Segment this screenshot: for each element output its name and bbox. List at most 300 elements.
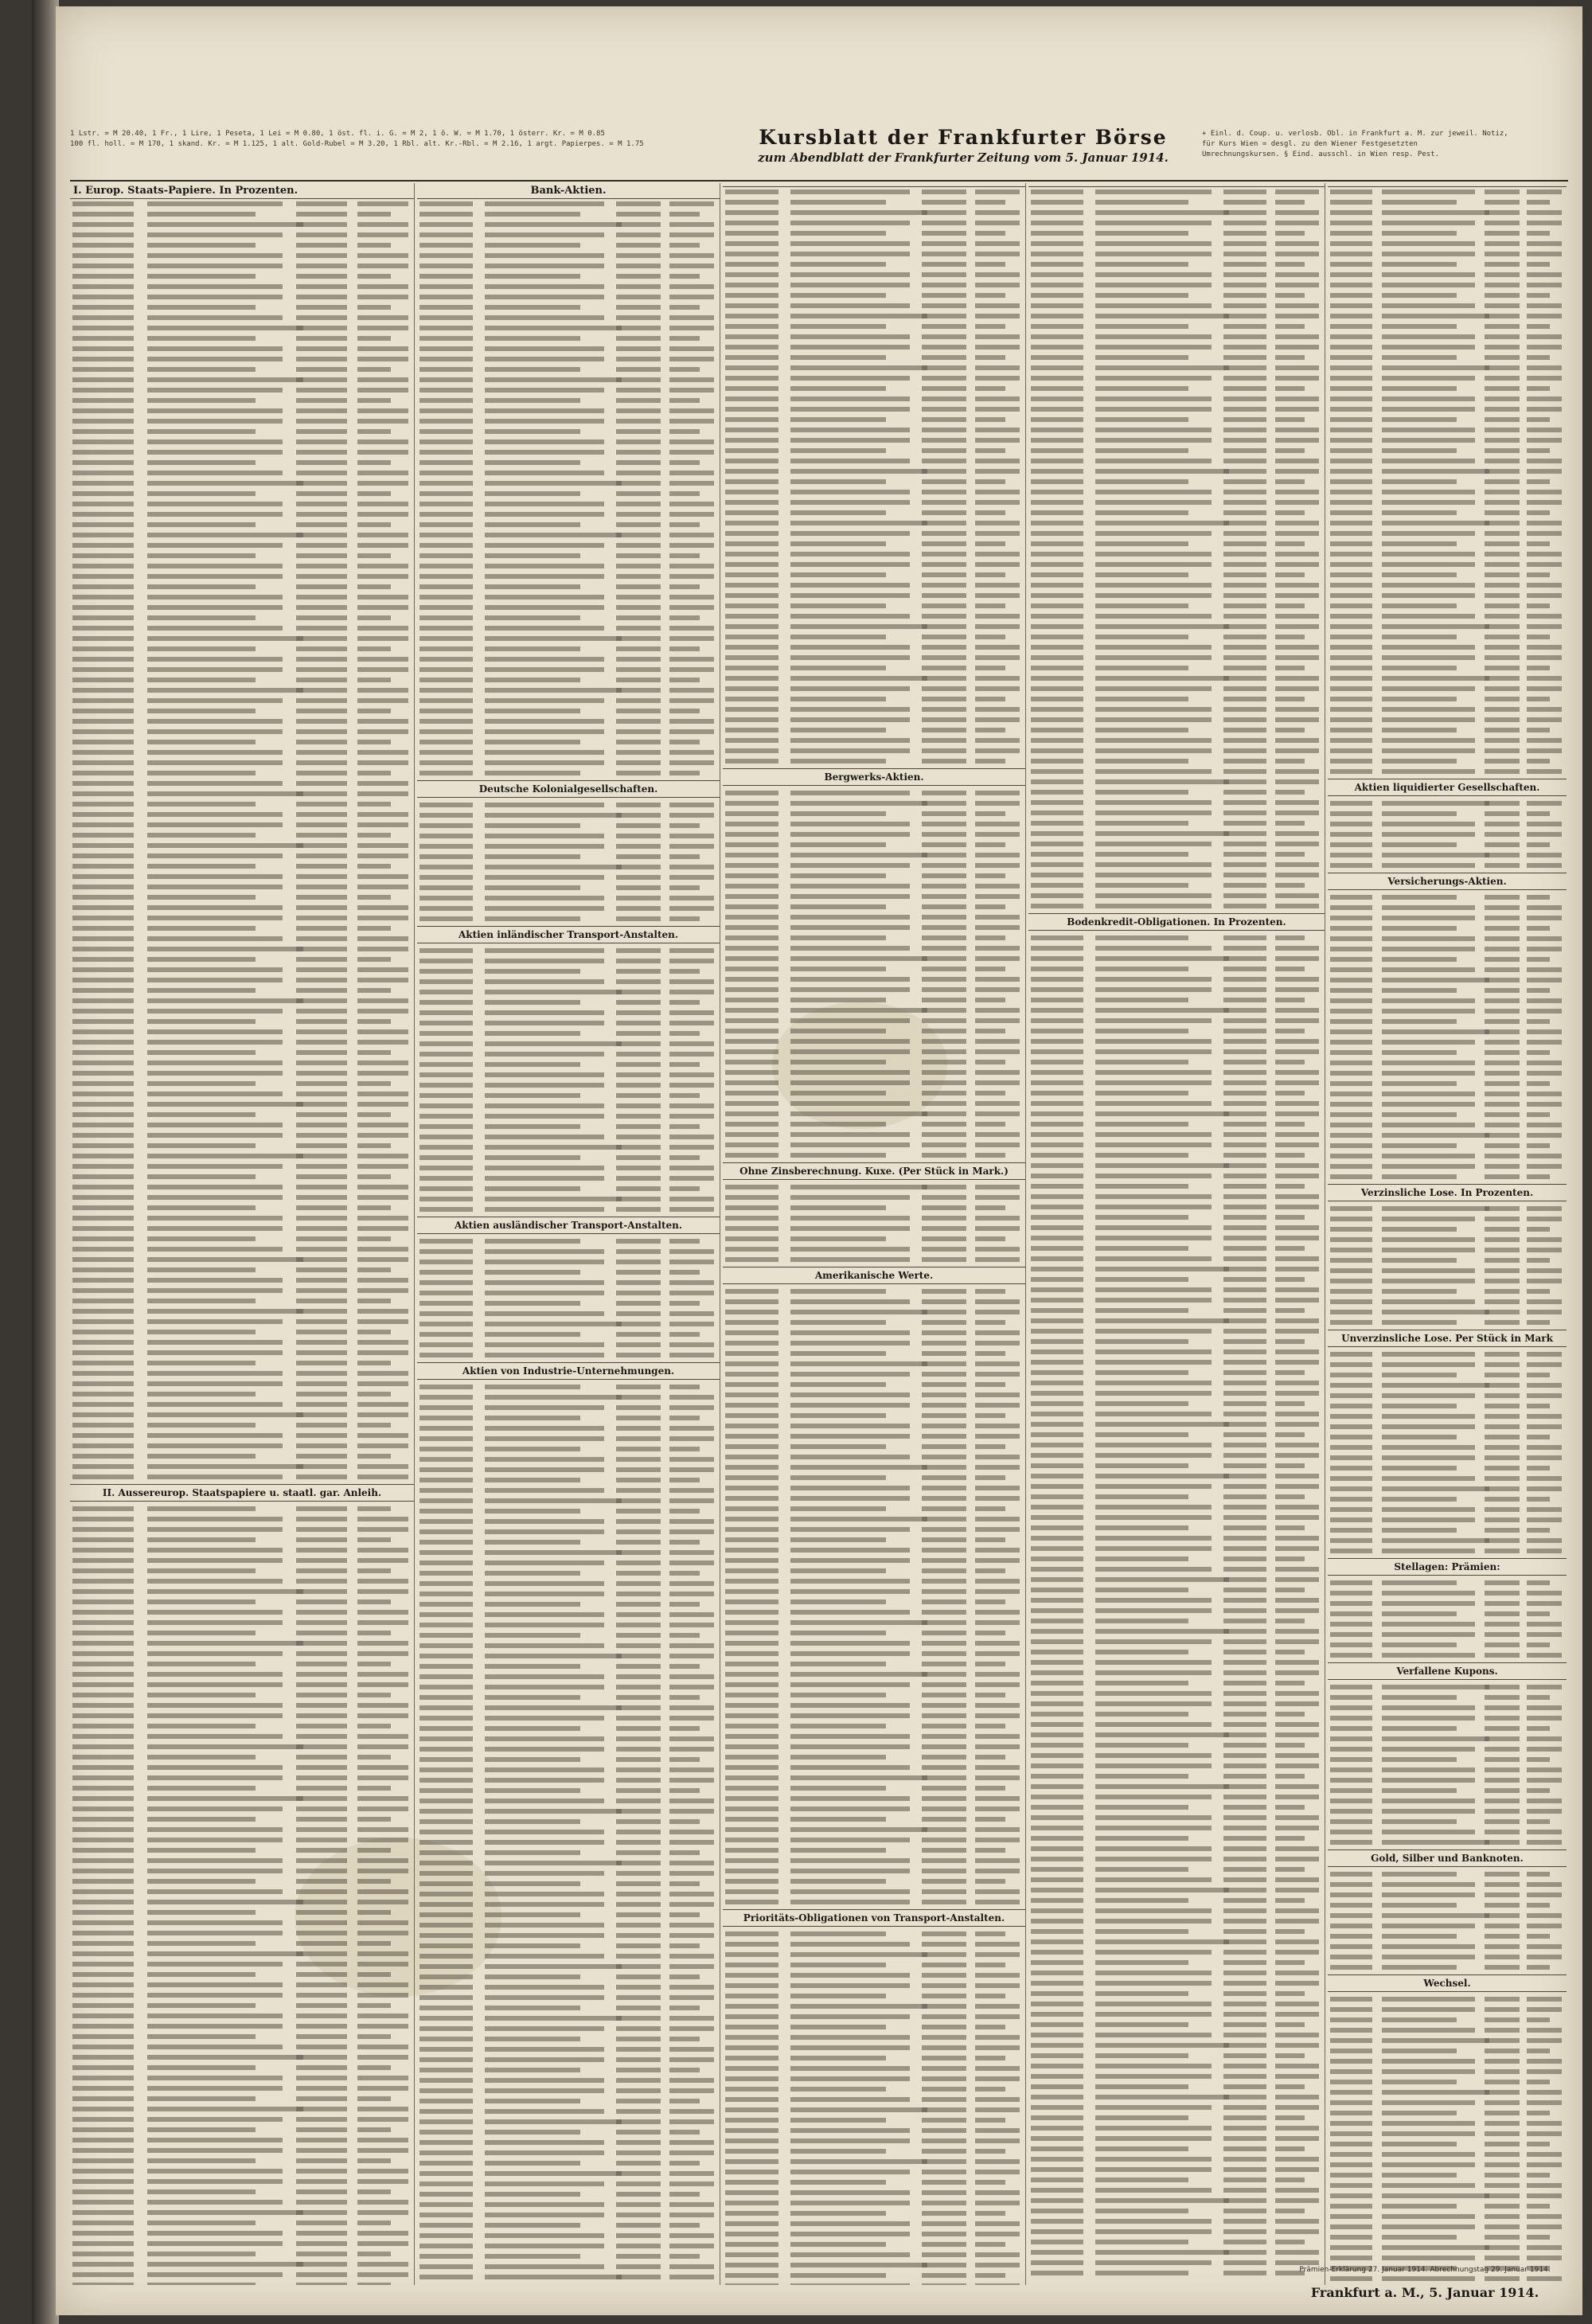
table-row: [725, 1182, 1023, 1192]
header-rule: [70, 180, 1568, 182]
table-row: [1031, 1699, 1322, 1709]
table-row: [725, 1773, 1023, 1783]
table-row: [1031, 1627, 1322, 1636]
table-row: [1330, 539, 1564, 549]
table-row: [72, 385, 412, 395]
table-row: [1330, 1287, 1564, 1296]
table-row: [419, 1132, 717, 1142]
table-row: [419, 344, 717, 353]
table-row: [725, 2198, 1023, 2208]
table-row: [725, 985, 1023, 994]
table-row: [72, 1545, 412, 1555]
table-row: [1031, 2123, 1322, 2133]
table-row: [72, 271, 412, 281]
table-row: [419, 842, 717, 851]
table-row: [1031, 715, 1322, 725]
table-row: [725, 1452, 1023, 1462]
table-row: [419, 613, 717, 623]
table-row: [72, 1431, 412, 1440]
table-row: [1330, 944, 1564, 954]
table-row: [1031, 363, 1322, 373]
table-row: [419, 1982, 717, 1992]
table-row: [419, 1889, 717, 1899]
table-row: [72, 303, 412, 312]
table-row: [72, 1825, 412, 1834]
table-row: [1031, 2268, 1322, 2278]
table-row: [1330, 1068, 1564, 1078]
table-row: [1330, 1817, 1564, 1826]
table-row: [419, 623, 717, 633]
table-row: [419, 634, 717, 643]
table-row: [72, 1379, 412, 1389]
table-row: [725, 871, 1023, 881]
table-row: [725, 1400, 1023, 1410]
table-row: [72, 665, 412, 674]
table-row: [419, 2210, 717, 2220]
table-row: [725, 291, 1023, 300]
table-row: [72, 706, 412, 716]
table-row: [419, 2024, 717, 2033]
table-row: [1031, 1978, 1322, 1988]
table-row: [72, 913, 412, 923]
table-row: [725, 1119, 1023, 1129]
table-row: [1330, 1100, 1564, 1109]
table-row: [725, 1701, 1023, 1710]
table-row: [72, 1711, 412, 1721]
table-row: [725, 560, 1023, 569]
table-row: [725, 2053, 1023, 2063]
table-row: [725, 1318, 1023, 1327]
table-row: [419, 1724, 717, 1733]
table-row: [419, 1920, 717, 1930]
table-row: [725, 2033, 1023, 2042]
table-row: [72, 1068, 412, 1078]
table-row: [419, 1496, 717, 1506]
table-row: [1031, 611, 1322, 621]
table-row: [725, 1659, 1023, 1669]
table-row: [1031, 2092, 1322, 2102]
table-row: [72, 2021, 412, 2031]
table-row: [1031, 1678, 1322, 1688]
table-row: [72, 1348, 412, 1357]
table-row: [419, 209, 717, 219]
table-row: [419, 1278, 717, 1287]
table-row: [419, 354, 717, 364]
section-heading: Ohne Zinsberechnung. Kuxe. (Per Stück in Mark.): [723, 1162, 1025, 1180]
table-row: [72, 1887, 412, 1896]
table-row: [419, 1330, 717, 1339]
table-row: [1031, 1078, 1322, 1088]
table-row: [1330, 2170, 1564, 2180]
table-row: [72, 1472, 412, 1482]
table-row: [1330, 197, 1564, 207]
table-row: [419, 437, 717, 447]
table-row: [1330, 1307, 1564, 1317]
table-row: [419, 967, 717, 976]
table-row: [72, 1980, 412, 1990]
table-row: [1330, 2274, 1564, 2283]
table-row: [419, 2220, 717, 2230]
table-row: [72, 1089, 412, 1099]
table-row: [1031, 746, 1322, 756]
table-row: [72, 1193, 412, 1202]
table-row: [72, 1607, 412, 1617]
table-row: [72, 1835, 412, 1845]
table-row: [419, 2148, 717, 2158]
table-row: [1031, 901, 1322, 911]
table-row: [725, 1877, 1023, 1886]
table-row: [725, 1525, 1023, 1534]
table-row: [725, 715, 1023, 725]
section-heading: Bergwerks-Aktien.: [723, 768, 1025, 786]
table-row: [1330, 2108, 1564, 2118]
table-row: [419, 1672, 717, 1681]
table-row: [1031, 549, 1322, 559]
table-row: [72, 924, 412, 933]
table-row: [725, 1078, 1023, 1088]
table-row: [1031, 580, 1322, 590]
table-row: [1330, 1578, 1564, 1588]
table-row: [1330, 1755, 1564, 1764]
table-row: [419, 406, 717, 416]
table-row: [1330, 1786, 1564, 1795]
table-row: [1031, 1213, 1322, 1222]
page-header: [56, 126, 1582, 182]
table-row: [725, 1514, 1023, 1524]
table-row: [1330, 715, 1564, 725]
table-row: [72, 1639, 412, 1648]
table-row: [1330, 1131, 1564, 1140]
table-row: [1031, 1233, 1322, 1243]
table-row: [419, 1350, 717, 1360]
table-row: [1330, 1151, 1564, 1161]
table-row: [1031, 2144, 1322, 2154]
table-row: [1031, 1834, 1322, 1843]
table-row: [725, 1628, 1023, 1638]
table-row: [1031, 1492, 1322, 1502]
table-row: [1031, 1016, 1322, 1025]
table-row: [1330, 830, 1564, 839]
table-row: [1330, 301, 1564, 311]
section-heading: Aktien inländischer Transport-Anstalten.: [417, 926, 720, 943]
table-row: [1031, 249, 1322, 259]
table-row: [72, 1804, 412, 1814]
table-row: [72, 1389, 412, 1399]
table-row: [725, 1057, 1023, 1067]
table-row: [1031, 1482, 1322, 1491]
table-row: [725, 1483, 1023, 1493]
table-row: [1031, 1854, 1322, 1864]
table-row: [72, 2063, 412, 2072]
table-row: [1031, 684, 1322, 693]
table-row: [1330, 2046, 1564, 2056]
table-row: [72, 2053, 412, 2062]
table-row: [1330, 2191, 1564, 2201]
table-row: [72, 2280, 412, 2285]
table-row: [72, 592, 412, 602]
table-row: [725, 799, 1023, 808]
table-row: [72, 944, 412, 954]
table-row: [72, 1151, 412, 1161]
table-row: [72, 737, 412, 747]
table-row: [1330, 1381, 1564, 1390]
table-row: [72, 323, 412, 333]
table-row: [72, 975, 412, 985]
table-row: [1330, 280, 1564, 290]
table-row: [725, 975, 1023, 984]
column-europ-staatspapiere: [70, 183, 415, 2285]
table-row: [725, 228, 1023, 238]
table-row: [1330, 2232, 1564, 2242]
section-heading: II. Aussereurop. Staatspapiere u. staatl. gar. Anleih.: [70, 1484, 414, 1502]
table-row: [725, 684, 1023, 693]
table-row: [1330, 2222, 1564, 2232]
table-row: [72, 1525, 412, 1534]
table-row: [1330, 498, 1564, 507]
table-row: [1330, 322, 1564, 331]
table-row: [72, 965, 412, 975]
table-row: [725, 280, 1023, 290]
table-row: [419, 727, 717, 736]
table-row: [1031, 1740, 1322, 1750]
table-row: [1031, 1523, 1322, 1533]
table-row: [419, 1579, 717, 1588]
table-row: [1031, 1844, 1322, 1853]
table-row: [725, 1099, 1023, 1108]
table-row: [1031, 187, 1322, 197]
table-row: [1031, 767, 1322, 776]
table-row: [725, 1690, 1023, 1700]
table-row: [1330, 1588, 1564, 1598]
table-row: [1031, 1564, 1322, 1574]
table-row: [419, 1049, 717, 1059]
table-row: [72, 2094, 412, 2103]
table-row: [1330, 819, 1564, 829]
table-row: [72, 427, 412, 436]
table-row: [419, 220, 717, 229]
table-row: [1031, 1306, 1322, 1315]
table-row: [1031, 1989, 1322, 1998]
table-row: [1031, 353, 1322, 362]
page-subtitle: zum Abendblatt der Frankfurter Zeitung vom 5. Januar 1914.: [758, 150, 1169, 165]
table-row: [1031, 1761, 1322, 1771]
table-row: [1330, 1432, 1564, 1442]
newspaper-page: [56, 6, 1582, 2315]
table-row: [419, 510, 717, 519]
table-row: [72, 230, 412, 240]
table-row: [725, 1463, 1023, 1472]
table-row: [725, 1566, 1023, 1576]
table-row: [72, 2166, 412, 2176]
table-row: [72, 334, 412, 343]
table-row: [72, 1576, 412, 1586]
table-row: [1031, 436, 1322, 445]
table-row: [1031, 1906, 1322, 1916]
table-row: [72, 520, 412, 529]
table-row: [72, 344, 412, 353]
table-row: [725, 819, 1023, 829]
table-row: [419, 396, 717, 405]
table-row: [725, 2002, 1023, 2011]
table-row: [1031, 756, 1322, 766]
section-heading: Verzinsliche Lose. In Prozenten.: [1328, 1184, 1567, 1201]
table-row: [72, 1659, 412, 1669]
table-row: [1330, 746, 1564, 756]
table-row: [725, 332, 1023, 342]
table-row: [72, 1327, 412, 1337]
table-row: [419, 592, 717, 602]
table-row: [725, 1670, 1023, 1679]
table-row: [725, 508, 1023, 518]
table-row: [1330, 1900, 1564, 1910]
table-row: [1031, 1119, 1322, 1129]
table-row: [72, 2177, 412, 2186]
table-row: [1031, 529, 1322, 538]
table-row: [1031, 1430, 1322, 1439]
table-row: [1031, 829, 1322, 838]
section-heading: Aktien liquidierter Gesellschaften.: [1328, 779, 1567, 796]
table-row: [1330, 570, 1564, 580]
table-row: [72, 1587, 412, 1596]
table-row: [725, 2126, 1023, 2135]
table-row: [419, 2107, 717, 2116]
table-row: [1330, 1952, 1564, 1962]
table-row: [419, 1288, 717, 1298]
table-row: [72, 644, 412, 654]
table-row: [419, 1070, 717, 1080]
table-row: [72, 789, 412, 799]
table-row: [1031, 975, 1322, 984]
table-row: [1031, 1709, 1322, 1719]
table-row: [1031, 2103, 1322, 2112]
table-row: [419, 2096, 717, 2106]
table-row: [419, 582, 717, 592]
table-row: [419, 1589, 717, 1599]
table-row: [419, 737, 717, 747]
column-industrie-bergwerk: [723, 183, 1026, 2285]
table-row: [72, 1017, 412, 1026]
table-row: [72, 199, 412, 209]
table-row: [1031, 1999, 1322, 2009]
table-row: [72, 903, 412, 912]
table-row: [419, 706, 717, 716]
table-row: [419, 1703, 717, 1713]
table-row: [725, 1369, 1023, 1379]
table-row: [72, 986, 412, 995]
table-row: [725, 1203, 1023, 1213]
table-row: [1330, 705, 1564, 714]
table-row: [419, 1101, 717, 1111]
table-row: [725, 1835, 1023, 1845]
table-row: [1031, 1668, 1322, 1678]
table-row: [1031, 694, 1322, 704]
table-row: [72, 1224, 412, 1233]
table-row: [1330, 2067, 1564, 2076]
table-row: [419, 230, 717, 240]
table-row: [419, 541, 717, 550]
table-row: [725, 964, 1023, 974]
table-row: [725, 249, 1023, 259]
table-row: [72, 872, 412, 881]
table-row: [1031, 2113, 1322, 2123]
table-row: [725, 1109, 1023, 1119]
table-row: [72, 437, 412, 447]
table-row: [725, 2178, 1023, 2187]
table-row: [72, 251, 412, 260]
table-row: [725, 1783, 1023, 1793]
price-columns: [70, 183, 1568, 2285]
table-row: [72, 1120, 412, 1130]
table-row: [725, 239, 1023, 248]
table-row: [1330, 363, 1564, 373]
table-row: [1031, 2082, 1322, 2092]
table-row: [725, 2271, 1023, 2280]
section-heading: Gold, Silber und Banknoten.: [1328, 1849, 1567, 1867]
table-row: [725, 1287, 1023, 1296]
table-row: [1031, 1792, 1322, 1802]
table-row: [1031, 601, 1322, 611]
table-row: [725, 1981, 1023, 1990]
table-row: [72, 2270, 412, 2279]
table-row: [1031, 2061, 1322, 2071]
table-row: [725, 384, 1023, 393]
table-row: [1330, 1443, 1564, 1452]
table-row: [1031, 560, 1322, 569]
table-row: [419, 1060, 717, 1069]
table-row: [72, 1846, 412, 1855]
table-row: [1330, 1682, 1564, 1692]
table-row: [72, 1701, 412, 1710]
table-row: [1031, 2051, 1322, 2060]
table-row: [725, 1587, 1023, 1596]
table-row: [72, 1234, 412, 1244]
table-row: [72, 1814, 412, 1824]
table-row: [1031, 2175, 1322, 2185]
table-row: [1330, 208, 1564, 217]
table-row: [72, 2146, 412, 2155]
table-row: [725, 218, 1023, 228]
table-row: [419, 1340, 717, 1349]
table-row: [72, 2260, 412, 2269]
table-row: [1330, 1703, 1564, 1713]
table-row: [72, 1556, 412, 1565]
table-row: [419, 2272, 717, 2282]
table-row: [1330, 2150, 1564, 2159]
table-row: [72, 220, 412, 229]
table-row: [725, 1545, 1023, 1555]
table-row: [419, 2076, 717, 2085]
table-row: [1330, 1463, 1564, 1473]
table-row: [419, 1558, 717, 1568]
table-row: [725, 2136, 1023, 2146]
table-row: [419, 665, 717, 674]
currency-notes-right: + Einl. d. Coup. u. verlosb. Obl. in Frankfurt a. M. zur jeweil. Notiz, für Kurs Wien = desgl. zu den Wiener Festgesetzten Umrechnungskursen. § Eind. ausschl. in Wien resp. Pest.: [1202, 130, 1508, 158]
table-row: [1330, 725, 1564, 735]
table-row: [419, 1091, 717, 1100]
table-row: [1330, 2129, 1564, 2138]
table-row: [725, 995, 1023, 1005]
table-row: [72, 1296, 412, 1306]
table-row: [1330, 955, 1564, 964]
table-row: [725, 539, 1023, 549]
table-row: [1330, 799, 1564, 808]
table-row: [725, 446, 1023, 455]
table-row: [725, 487, 1023, 497]
table-row: [725, 580, 1023, 590]
table-row: [1330, 1806, 1564, 1816]
table-row: [72, 2187, 412, 2197]
table-row: [1031, 1968, 1322, 1978]
